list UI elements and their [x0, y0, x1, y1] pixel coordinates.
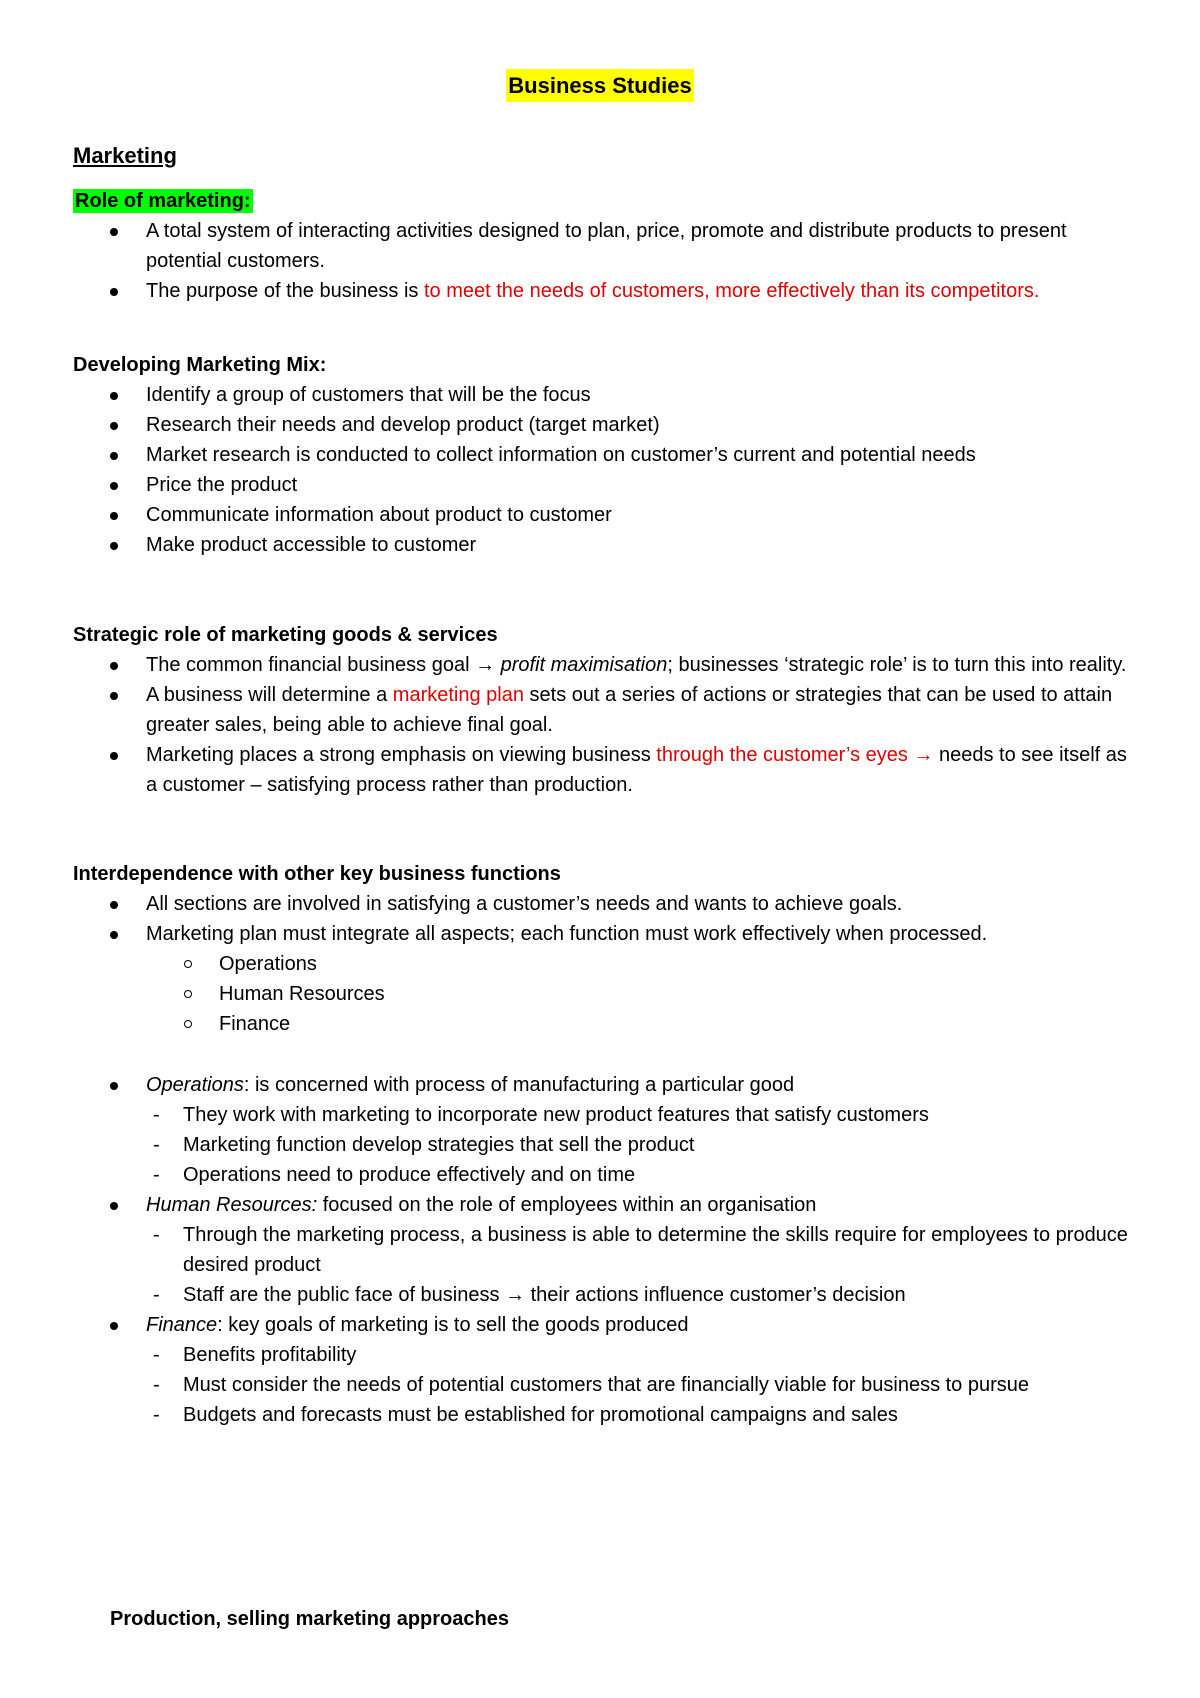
dash-item: - Operations need to produce effectively and on time	[73, 1160, 1143, 1190]
list-item: Research their needs and develop product (target market)	[73, 410, 1143, 440]
list-item: Make product accessible to customer	[73, 530, 1143, 560]
list-item: The purpose of the business is to meet the needs of customers, more effectively than its competitors.	[73, 276, 1143, 306]
role-heading: Role of marketing:	[75, 190, 251, 212]
operations-dash-list	[73, 1100, 1143, 1190]
hr-dash-list	[73, 1220, 1143, 1310]
document-title: Business Studies	[506, 69, 693, 102]
dash-item: - Marketing function develop strategies that sell the product	[73, 1130, 1143, 1160]
section-interdependence	[73, 859, 1143, 1039]
list-item: Operations: is concerned with process of manufacturing a particular good	[73, 1070, 1143, 1100]
list-item: Marketing places a strong emphasis on viewing business through the customer’s eyes → needs to see itself as a customer – satisfying process rather than production.	[73, 740, 1143, 800]
dash-item: - Must consider the needs of potential customers that are financially viable for business to pursue	[73, 1370, 1143, 1400]
section-strategic-role	[73, 620, 1143, 800]
section-marketing-mix	[73, 350, 1143, 560]
dash-item: - They work with marketing to incorporate new product features that satisfy customers	[73, 1100, 1143, 1130]
mix-list	[73, 380, 1143, 560]
strategic-list	[73, 650, 1143, 800]
function-sublist	[73, 949, 1143, 1039]
list-item: Price the product	[73, 470, 1143, 500]
finance-dash-list	[73, 1340, 1143, 1430]
list-item: Identify a group of customers that will be the focus	[73, 380, 1143, 410]
mix-heading: Developing Marketing Mix:	[73, 354, 327, 376]
red-emphasis: marketing plan	[392, 684, 524, 706]
section-function-details	[73, 1070, 1143, 1430]
arrow-icon: →	[475, 654, 501, 676]
sublist-item: Human Resources	[73, 979, 1143, 1009]
list-item: Communicate information about product to customer	[73, 500, 1143, 530]
dash-item: - Budgets and forecasts must be established for promotional campaigns and sales	[73, 1400, 1143, 1430]
red-emphasis: to meet the needs of customers, more effectively than its competitors.	[423, 280, 1040, 302]
finance-block	[73, 1310, 1143, 1340]
strategic-heading: Strategic role of marketing goods & services	[73, 624, 498, 646]
role-list	[73, 216, 1143, 306]
sublist-item: Operations	[73, 949, 1143, 979]
next-section-heading: Production, selling marketing approaches	[110, 1608, 509, 1630]
list-item: All sections are involved in satisfying a customer’s needs and wants to achieve goals.	[73, 889, 1143, 919]
dash-item: - Benefits profitability	[73, 1340, 1143, 1370]
list-item: The common financial business goal → profit maximisation; businesses ‘strategic role’ is to turn this into reality.	[73, 650, 1143, 680]
list-item: Marketing plan must integrate all aspects; each function must work effectively when processed.	[73, 919, 1143, 949]
section-role	[73, 186, 1143, 306]
red-emphasis: through the customer’s eyes →	[656, 744, 939, 766]
dash-item: - Through the marketing process, a business is able to determine the skills require for employees to produce desired product	[73, 1220, 1143, 1280]
interdependence-list	[73, 889, 1143, 949]
sublist-item: Finance	[73, 1009, 1143, 1039]
list-item: A total system of interacting activities designed to plan, price, promote and distribute products to present potential customers.	[73, 216, 1143, 276]
list-item: Human Resources: focused on the role of employees within an organisation	[73, 1190, 1143, 1220]
list-item: Market research is conducted to collect information on customer’s current and potential needs	[73, 440, 1143, 470]
list-item: A business will determine a marketing plan sets out a series of actions or strategies that can be used to attain greater sales, being able to achieve final goal.	[73, 680, 1143, 740]
section-heading-marketing: Marketing	[73, 143, 177, 168]
interdependence-heading: Interdependence with other key business functions	[73, 863, 561, 885]
dash-item: - Staff are the public face of business → their actions influence customer’s decision	[73, 1280, 1143, 1310]
list-item: Finance: key goals of marketing is to sell the goods produced	[73, 1310, 1143, 1340]
title-block	[0, 72, 1200, 100]
hr-block	[73, 1190, 1143, 1220]
operations-block	[73, 1070, 1143, 1100]
